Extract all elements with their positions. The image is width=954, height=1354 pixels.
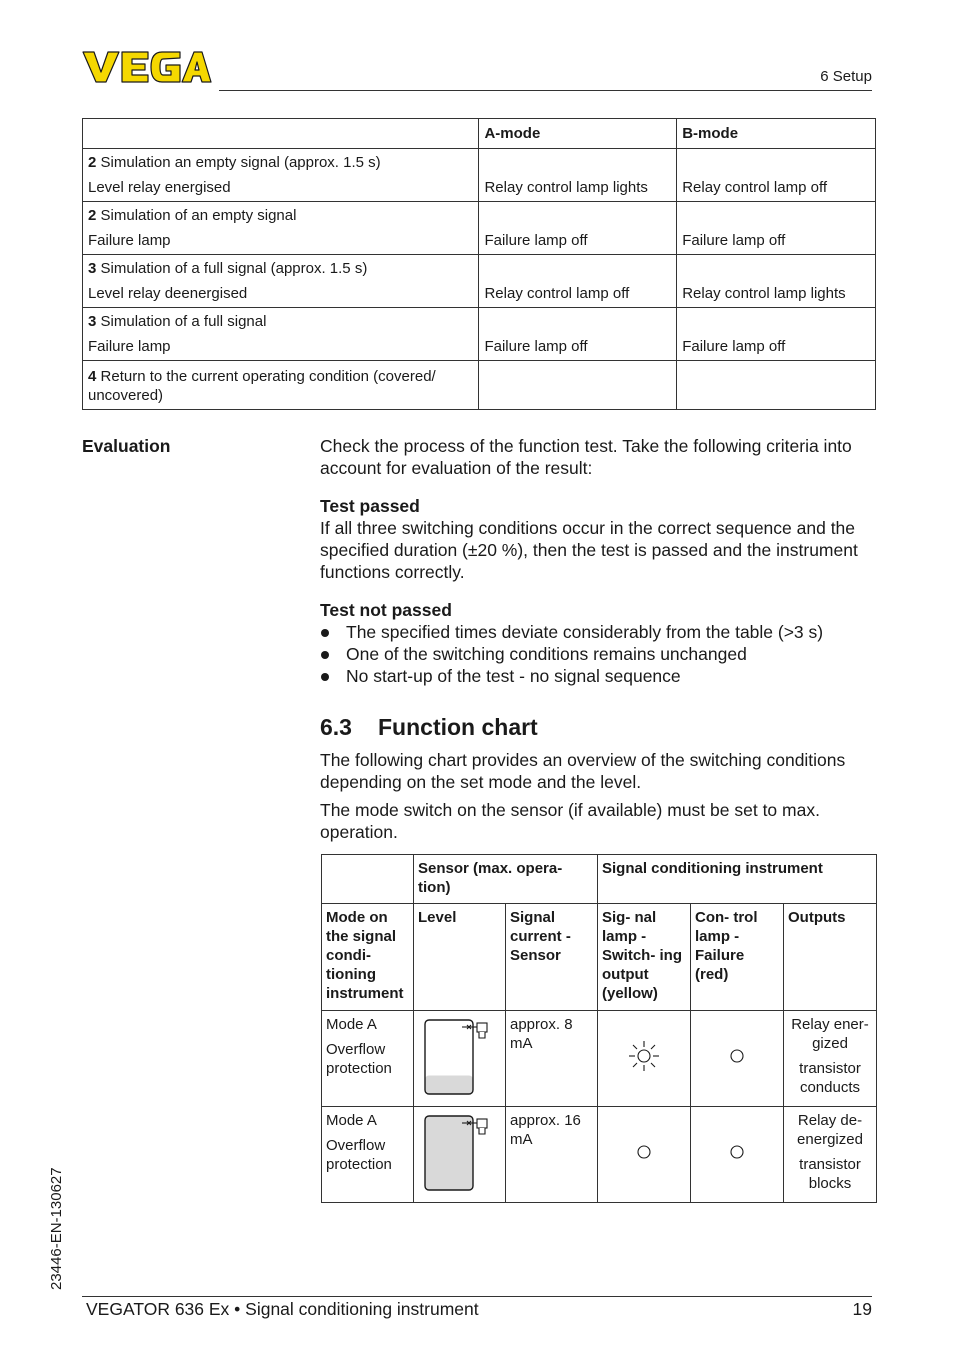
bullet-icon: [321, 629, 329, 637]
current-cell: approx. 8 mA: [506, 1011, 598, 1107]
table-row: [83, 361, 876, 410]
step-cell: 2 Simulation an empty signal (approx. 1.5 s) Level relay energised: [83, 149, 479, 202]
step-cell: 2 Simulation of an empty signal Failure lamp: [83, 202, 479, 255]
sensor-probe-icon: [462, 1023, 487, 1038]
control-lamp-cell: [691, 1011, 784, 1107]
table-header-row: [83, 119, 876, 149]
bullet-icon: [321, 673, 329, 681]
mode-cell: Mode A Overflow protection: [322, 1011, 414, 1107]
level-fill: [425, 1076, 473, 1095]
test-passed-text: If all three switching conditions occur in the correct sequence and the specified duration (±20 %), then the test is passed and the instrument functions correctly.: [320, 518, 858, 582]
footer-divider: [82, 1296, 872, 1297]
list-item: One of the switching conditions remains unchanged: [320, 643, 876, 665]
signal-lamp-cell: [598, 1011, 691, 1107]
lamp-on-icon: [627, 1039, 661, 1073]
table-row: [322, 1011, 877, 1107]
b-mode-cell: Failure lamp off: [677, 308, 876, 361]
current-column-header: Signal current - Sensor: [506, 904, 598, 1011]
outputs-cell: Relay ener- gized transistor conducts: [784, 1011, 877, 1107]
vessel-level-icon: [422, 1113, 498, 1193]
a-mode-cell: Failure lamp off: [479, 202, 677, 255]
header-cell-empty: [322, 855, 414, 904]
list-item: The specified times deviate considerably from the table (>3 s): [320, 621, 876, 643]
function-test-table: [82, 118, 876, 410]
column-header-row: [322, 904, 877, 1011]
table-row: [83, 149, 876, 202]
a-mode-cell: [479, 361, 677, 410]
instrument-group-header: Signal conditioning instrument: [598, 855, 877, 904]
table-row: [83, 255, 876, 308]
signal-lamp-column-header: Sig- nal lamp - Switch- ing output (yellow): [598, 904, 691, 1011]
a-mode-cell: Relay control lamp lights: [479, 149, 677, 202]
level-cell: [414, 1107, 506, 1203]
b-mode-cell: Relay control lamp off: [677, 149, 876, 202]
level-column-header: Level: [414, 904, 506, 1011]
control-lamp-cell: [691, 1107, 784, 1203]
footer-title: VEGATOR 636 Ex • Signal conditioning instrument: [86, 1299, 479, 1319]
table-row: [83, 308, 876, 361]
bullet-icon: [321, 651, 329, 659]
evaluation-intro: Check the process of the function test. Take the following criteria into account for evaluation of the result:: [320, 436, 852, 478]
b-mode-cell: Failure lamp off: [677, 202, 876, 255]
evaluation-label: Evaluation: [82, 436, 171, 456]
step-cell: 4 Return to the current operating condition (covered/ uncovered): [83, 361, 479, 410]
current-cell: approx. 16 mA: [506, 1107, 598, 1203]
outputs-cell: Relay de- energized transistor blocks: [784, 1107, 877, 1203]
b-mode-cell: [677, 361, 876, 410]
vega-logo: [82, 50, 212, 84]
step-cell: 3 Simulation of a full signal (approx. 1.5 s) Level relay deenergised: [83, 255, 479, 308]
section-heading: [320, 714, 538, 741]
not-passed-list: [320, 621, 876, 687]
b-mode-cell: Relay control lamp lights: [677, 255, 876, 308]
header-cell-b-mode: B-mode: [677, 119, 876, 149]
lamp-off-icon: [636, 1144, 652, 1160]
page-number: 19: [852, 1299, 872, 1319]
mode-column-header: Mode on the signal condi- tioning instrument: [322, 904, 414, 1011]
function-chart-table: [321, 854, 877, 1203]
header-divider: [219, 90, 872, 91]
list-item: No start-up of the test - no signal sequence: [320, 665, 876, 687]
group-header-row: [322, 855, 877, 904]
mode-cell: Mode A Overflow protection: [322, 1107, 414, 1203]
document-code: 23446-EN-130627: [48, 1167, 65, 1290]
header-section-label: 6 Setup: [820, 68, 872, 85]
outputs-column-header: Outputs: [784, 904, 877, 1011]
header-cell-empty: [83, 119, 479, 149]
test-passed-title: Test passed: [320, 496, 420, 516]
a-mode-cell: Relay control lamp off: [479, 255, 677, 308]
table-row: [83, 202, 876, 255]
vessel-level-icon: [422, 1017, 498, 1097]
lamp-off-icon: [729, 1144, 745, 1160]
section-paragraph-1: The following chart provides an overview of the switching conditions depending on the set mode and the level.: [320, 750, 846, 792]
section-number: 6.3: [320, 714, 352, 740]
control-lamp-column-header: Con- trol lamp - Failure (red): [691, 904, 784, 1011]
table-row: [322, 1107, 877, 1203]
section-paragraph-2: The mode switch on the sensor (if available) must be set to max. operation.: [320, 800, 820, 842]
level-cell: [414, 1011, 506, 1107]
lamp-off-icon: [729, 1048, 745, 1064]
section-title: Function chart: [378, 714, 538, 740]
a-mode-cell: Failure lamp off: [479, 308, 677, 361]
sensor-group-header: Sensor (max. opera- tion): [414, 855, 598, 904]
step-cell: 3 Simulation of a full signal Failure lamp: [83, 308, 479, 361]
signal-lamp-cell: [598, 1107, 691, 1203]
header-cell-a-mode: A-mode: [479, 119, 677, 149]
level-fill: [425, 1116, 473, 1190]
test-not-passed-title: Test not passed: [320, 600, 452, 620]
